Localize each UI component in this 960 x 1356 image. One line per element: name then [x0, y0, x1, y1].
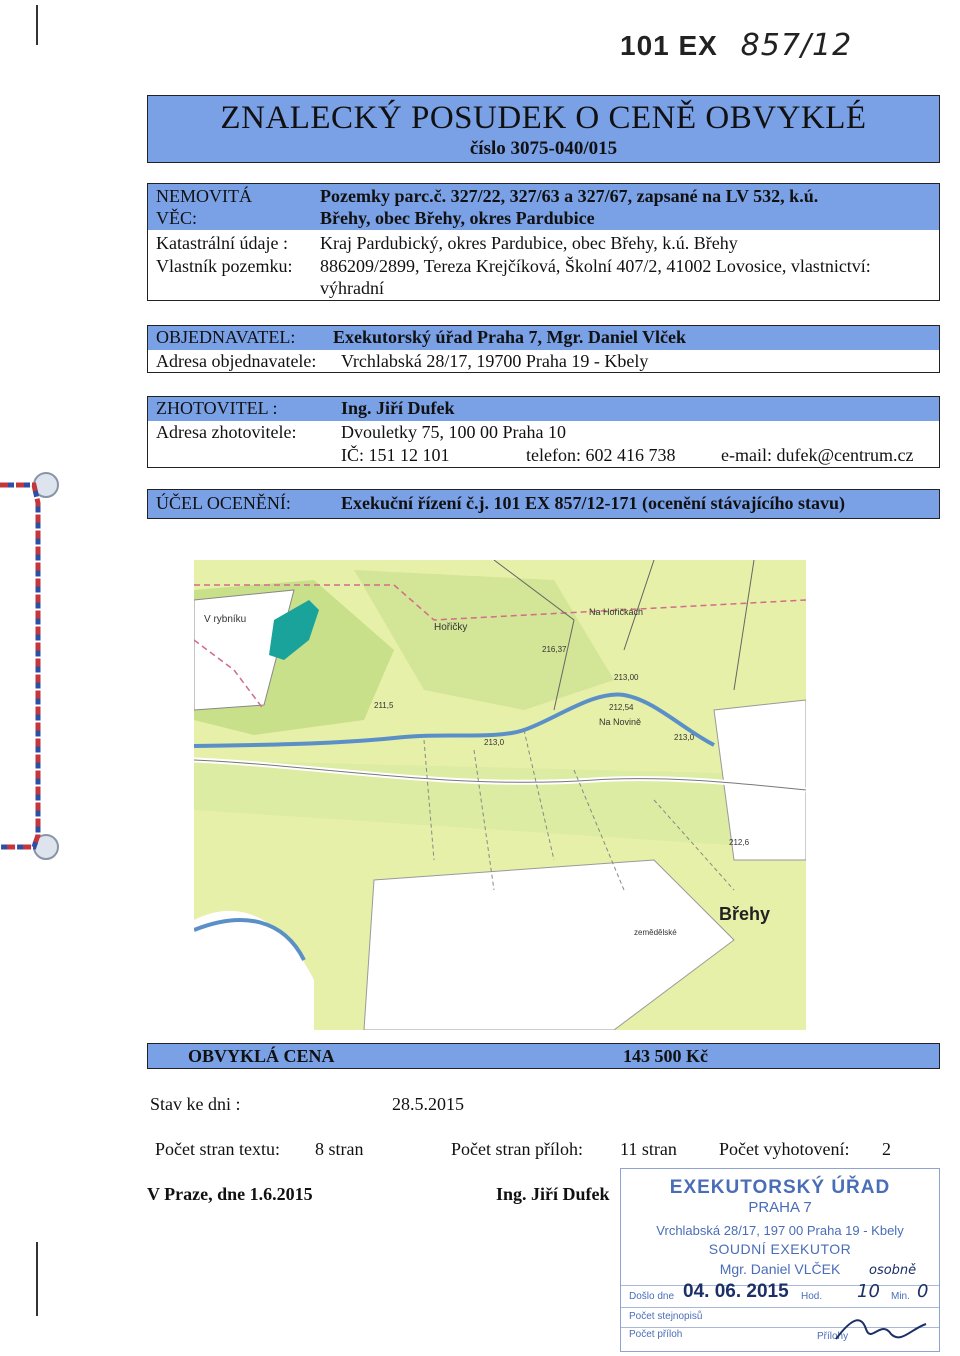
- price-label: OBVYKLÁ CENA: [188, 1046, 335, 1066]
- author-value: Ing. Jiří Dufek: [341, 398, 455, 418]
- client-address-value: Vrchlabská 28/17, 19700 Praha 19 - Kbely: [341, 351, 649, 371]
- price-bar: [147, 1043, 940, 1069]
- pages-text-label: Počet stran textu:: [155, 1139, 280, 1159]
- stamp-hand-sign: osobně: [869, 1263, 917, 1278]
- map-drawing: [194, 560, 806, 1030]
- cadastral-map: [194, 560, 806, 1030]
- pages-copies-value: 2: [882, 1139, 891, 1159]
- handwritten-signature: [831, 1309, 931, 1349]
- map-label-5: 211,5: [374, 701, 394, 710]
- property-section: [147, 183, 940, 301]
- purpose-section: [147, 489, 940, 519]
- stamp-pril-label: Přílohy: [817, 1331, 849, 1342]
- pages-copies-label: Počet vyhotovení:: [719, 1139, 850, 1159]
- stamp-copies-label: Počet stejnopisů: [629, 1311, 703, 1322]
- stamp-line1: EXEKUTORSKÝ ÚŘAD: [669, 1177, 891, 1198]
- pages-attach-value: 11 stran: [620, 1139, 677, 1159]
- author-label: ZHOTOVITEL :: [156, 398, 278, 418]
- stamp-line5: Mgr. Daniel VLČEK: [719, 1261, 841, 1277]
- margin-line-top: [36, 5, 38, 45]
- owner-value-line2: výhradní: [320, 278, 384, 298]
- office-stamp: [620, 1168, 940, 1352]
- map-label-4: Břehy: [719, 904, 771, 924]
- map-label-2: Na Hořičkách: [589, 607, 644, 617]
- map-label-10: 213,0: [674, 733, 695, 742]
- property-value-line1: Pozemky parc.č. 327/22, 327/63 a 327/67, zapsané na LV 532, k.ú.: [320, 186, 819, 206]
- document-title: ZNALECKÝ POSUDEK O CENĚ OBVYKLÉ: [220, 100, 867, 136]
- margin-line-bottom: [36, 1242, 38, 1316]
- client-value: Exekutorský úřad Praha 7, Mgr. Daniel Vlček: [333, 327, 687, 347]
- stamp-received-date: 04. 06. 2015: [683, 1281, 789, 1302]
- cadastral-value: Kraj Pardubický, okres Pardubice, obec Břehy, k.ú. Břehy: [320, 233, 738, 253]
- map-label-0: V rybníku: [204, 614, 247, 625]
- stamp-line3: Vrchlabská 28/17, 197 00 Praha 19 - Kbely: [656, 1223, 904, 1238]
- map-label-1: Hořičky: [434, 622, 468, 633]
- date-label: Stav ke dni :: [150, 1094, 241, 1114]
- purpose-value: Exekuční řízení č.j. 101 EX 857/12-171 (ocenění stávajícího stavu): [341, 493, 845, 513]
- owner-label: Vlastník pozemku:: [156, 256, 293, 276]
- author-email: e-mail: dufek@centrum.cz: [721, 445, 914, 465]
- stamp-received-label: Došlo dne: [629, 1291, 675, 1302]
- binding-string: [0, 455, 70, 875]
- map-label-3: Na Novině: [599, 717, 642, 727]
- map-label-12: zemědělské: [634, 928, 677, 937]
- property-label-line1: NEMOVITÁ: [156, 186, 252, 206]
- stamp-line2: PRAHA 7: [748, 1199, 812, 1216]
- document-number: číslo 3075-040/015: [469, 138, 618, 159]
- author-address-label: Adresa zhotovitele:: [156, 422, 297, 442]
- map-label-11: 212,6: [729, 838, 750, 847]
- date-value: 28.5.2015: [392, 1094, 464, 1114]
- signature-place-date: V Praze, dne 1.6.2015: [147, 1184, 313, 1204]
- signature-name: Ing. Jiří Dufek: [496, 1184, 610, 1204]
- author-section: [147, 396, 940, 468]
- author-ic: IČ: 151 12 101: [341, 445, 450, 465]
- author-phone: telefon: 602 416 738: [526, 445, 676, 465]
- stamp-hod-label: Hod.: [801, 1291, 823, 1302]
- purpose-label: ÚČEL OCENĚNÍ:: [156, 493, 291, 513]
- handwritten-ref: 857/12: [740, 28, 853, 63]
- stamp-min-label: Min.: [891, 1291, 910, 1302]
- map-label-9: 213,0: [484, 738, 505, 747]
- stamp-rule-2: [621, 1307, 939, 1308]
- stamp-attach-label: Počet příloh: [629, 1329, 683, 1340]
- client-section: [147, 325, 940, 373]
- stamp-hand-hod: 10: [857, 1281, 880, 1302]
- author-address-value: Dvouletky 75, 100 00 Praha 10: [341, 422, 566, 442]
- client-label: OBJEDNAVATEL:: [156, 327, 296, 347]
- file-number: 101 EX: [620, 30, 718, 61]
- pages-text-value: 8 stran: [315, 1139, 364, 1159]
- file-number-stamp: [620, 28, 852, 63]
- title-box: [147, 95, 940, 163]
- property-label-line2: VĚC:: [156, 208, 198, 228]
- map-label-8: 212,54: [609, 703, 634, 712]
- pages-attach-label: Počet stran příloh:: [451, 1139, 583, 1159]
- stamp-hand-min: 0: [917, 1281, 929, 1302]
- map-label-7: 213,00: [614, 673, 639, 682]
- cadastral-label: Katastrální údaje :: [156, 233, 288, 253]
- price-value: 143 500 Kč: [623, 1046, 708, 1066]
- map-label-6: 216,37: [542, 645, 567, 654]
- stamp-line4: SOUDNÍ EXEKUTOR: [708, 1241, 852, 1257]
- client-address-label: Adresa objednavatele:: [156, 351, 317, 371]
- owner-value-line1: 886209/2899, Tereza Krejčíková, Školní 407/2, 41002 Lovosice, vlastnictví:: [320, 256, 871, 276]
- property-value-line2: Břehy, obec Břehy, okres Pardubice: [320, 208, 595, 228]
